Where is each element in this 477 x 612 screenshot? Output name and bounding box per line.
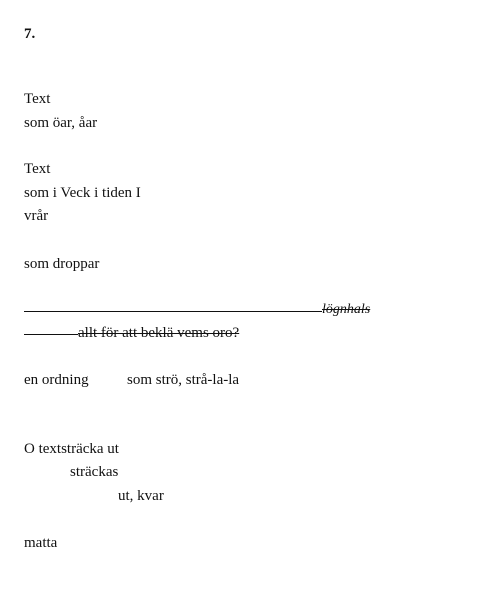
struck-word-lognhals: lögnhals bbox=[322, 302, 371, 317]
strike-rule-2 bbox=[24, 334, 78, 335]
stanza1-line1: Text bbox=[24, 91, 51, 107]
stanza3-line1: som droppar bbox=[24, 256, 100, 272]
stanza1-line2: som öar, åar bbox=[24, 115, 98, 131]
strike-rule-1 bbox=[24, 311, 322, 312]
stanza2-line1: Text bbox=[24, 161, 51, 177]
textstracka-line3: ut, kvar bbox=[118, 488, 164, 504]
ordning-left: en ordning bbox=[24, 372, 89, 388]
textstracka-line1: O textsträcka ut bbox=[24, 441, 119, 457]
ordning-right: som strö, strå-la-la bbox=[127, 372, 240, 388]
stanza2-line2: som i Veck i tiden I bbox=[24, 185, 141, 201]
stanza2-line3: vrår bbox=[24, 208, 49, 224]
struck-line: allt för att beklä vems oro? bbox=[78, 325, 240, 341]
ending-line1: matta bbox=[24, 535, 58, 551]
poem-number: 7. bbox=[24, 26, 36, 42]
textstracka-line2: sträckas bbox=[70, 464, 119, 480]
